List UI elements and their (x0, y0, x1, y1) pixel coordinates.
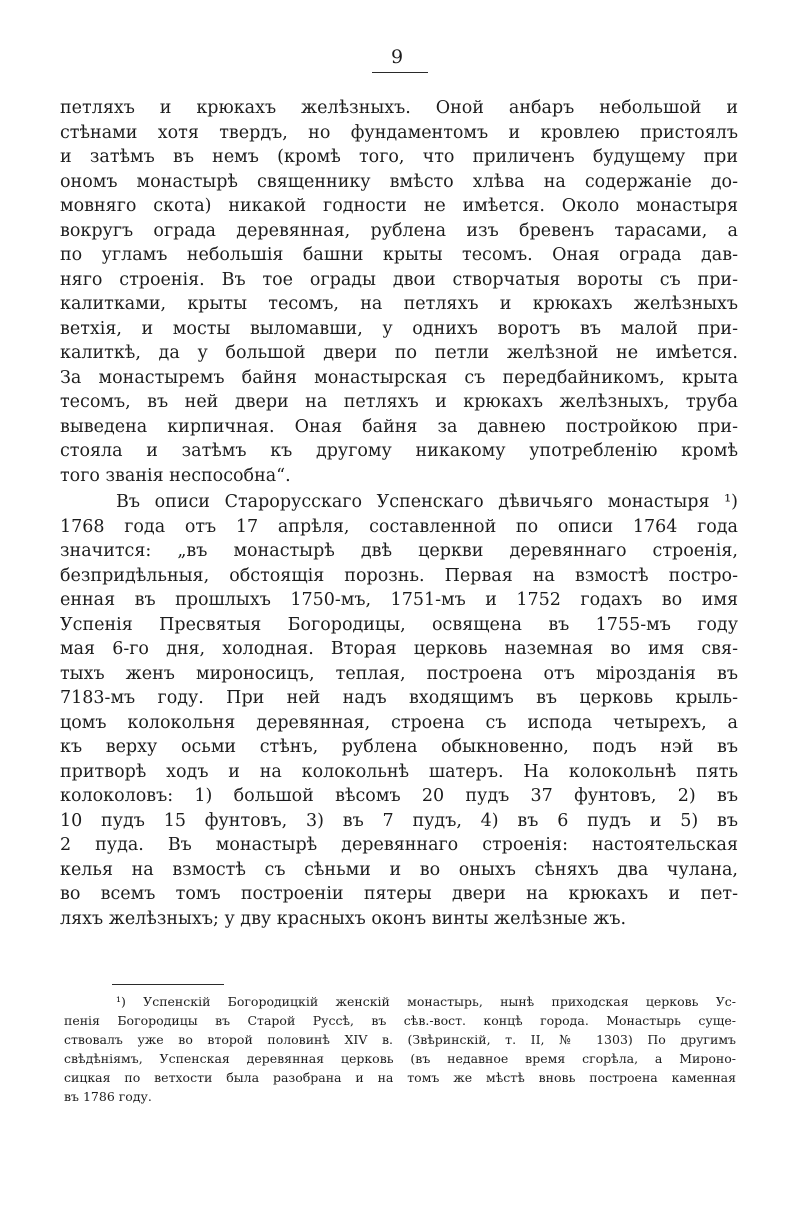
text-line: къ верху осьми стѣнъ, рублена обыкновенно, подъ нэй въ (60, 737, 738, 757)
text-line: калиткѣ, да у большой двери по петли желѣзной не имѣется. (60, 343, 738, 363)
text-line: цомъ колокольня деревянная, строена съ испода четырехъ, а (60, 712, 738, 733)
text-line: стояла и затѣмъ къ другому никакому употребленію кромѣ (60, 441, 738, 461)
text-line: по угламъ небольшія башни крыты тесомъ. Оная ограда дав- (60, 245, 738, 265)
text-line: Успенія Пресвятыя Богородицы, освящена въ 1755-мъ году (60, 614, 738, 635)
paragraph (60, 96, 738, 488)
footnote-line: сицкая по ветхости была разобрана и на томъ же мѣстѣ вновь построена каменная (64, 1070, 736, 1085)
text-line: ляхъ желѣзныхъ; у дву красныхъ оконъ винты желѣзные жъ. (60, 908, 627, 929)
text-line: вокругъ ограда деревянная, рублена изъ бревенъ тарасами, а (60, 220, 738, 241)
text-line: ветхія, и мосты выломавши, у однихъ воротъ въ малой при- (60, 318, 738, 339)
text-line: того званія неспособна“. (60, 465, 291, 486)
paragraph (60, 490, 738, 931)
footnote-line: ¹) Успенскій Богородицкій женскій монастырь, нынѣ приходская церковь Ус- (116, 994, 736, 1009)
text-line: мая 6-го дня, холодная. Вторая церковь наземная во имя свя- (60, 639, 738, 659)
text-line: и затѣмъ въ немъ (кромѣ того, что приличенъ будущему при (60, 147, 738, 167)
text-line: 2 пуда. Въ монастырѣ деревяннаго строенія: настоятельская (60, 835, 738, 855)
text-line: мовняго скота) никакой годности не имѣется. Около монастыря (60, 196, 738, 216)
body-text (60, 96, 738, 933)
page-number: 9 (390, 46, 405, 68)
text-line: калитками, крыты тесомъ, на петляхъ и крюкахъ желѣзныхъ (60, 294, 738, 314)
text-line: петляхъ и крюкахъ желѣзныхъ. Оной анбаръ небольшой и (60, 98, 738, 118)
text-line: енная въ прошлыхъ 1750-мъ, 1751-мъ и 1752 годахъ во имя (60, 590, 738, 610)
text-line: выведена кирпичная. Оная байня за давнею постройкою при- (60, 416, 738, 437)
text-line: няго строенія. Въ тое ограды двои створчатыя вороты съ при- (60, 269, 738, 290)
text-line: колоколовъ: 1) большой вѣсомъ 20 пудъ 37 фунтовъ, 2) въ (60, 786, 738, 806)
footnotes (64, 992, 736, 1106)
text-line: Въ описи Старорусскаго Успенскаго дѣвичьяго монастыря ¹) (116, 492, 738, 512)
text-line: келья на взмостѣ съ сѣньми и во оныхъ сѣняхъ два чулана, (60, 859, 738, 880)
text-line: стѣнами хотя твердъ, но фундаментомъ и кровлею пристоялъ (60, 122, 738, 143)
text-line: тесомъ, въ ней двери на петляхъ и крюкахъ желѣзныхъ, труба (60, 392, 738, 412)
text-line: 1768 года отъ 17 апрѣля, составленной по описи 1764 года (60, 516, 738, 537)
footnote-line: пенія Богородицы въ Старой Руссѣ, въ сѣв.-вост. концѣ города. Монастырь суще- (64, 1013, 736, 1028)
text-line: безпридѣльныя, обстоящія порознь. Первая на взмостѣ постро- (60, 565, 738, 586)
footnote-line: свѣдѣніямъ, Успенская деревянная церковь (въ недавное время сгорѣла, а Мироно- (64, 1051, 736, 1066)
text-line: 7183-мъ году. При ней надъ входящимъ въ церковь крыль- (60, 688, 738, 708)
footnote-line: въ 1786 году. (64, 1089, 152, 1104)
text-line: 10 пудъ 15 фунтовъ, 3) въ 7 пудъ, 4) въ 6 пудъ и 5) въ (60, 810, 738, 831)
footnote-rule (112, 984, 224, 985)
text-line: притворѣ ходъ и на колокольнѣ шатеръ. На колокольнѣ пять (60, 761, 738, 782)
text-line: во всемъ томъ построеніи пятеры двери на крюкахъ и пет- (60, 884, 738, 904)
page-number-rule (372, 72, 428, 73)
text-line: тыхъ женъ мироносицъ, теплая, построена отъ мірозданія въ (60, 663, 738, 684)
text-line: значится: „въ монастырѣ двѣ церкви деревяннаго строенія, (60, 541, 738, 561)
footnote-line: ствовалъ уже во второй половинѣ XIV в. (Звѣринскій, т. II, № 1303) По другимъ (64, 1032, 736, 1047)
text-line: За монастыремъ байня монастырская съ передбайникомъ, крыта (60, 367, 738, 388)
text-line: ономъ монастырѣ священнику вмѣсто хлѣва на содержаніе до- (60, 171, 738, 192)
